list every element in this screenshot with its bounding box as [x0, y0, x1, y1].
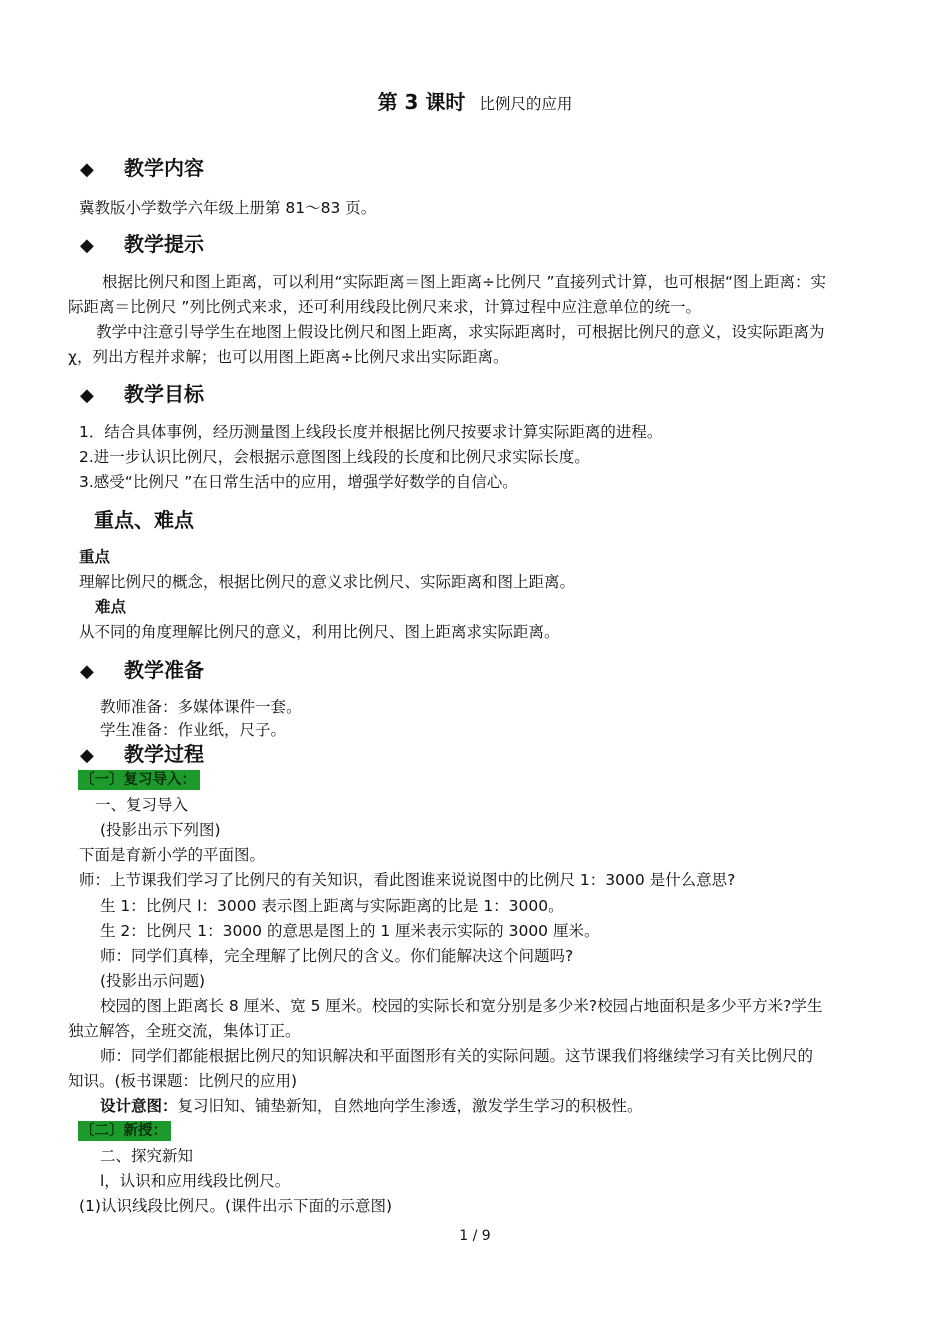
- key-text: 理解比例尺的概念，根据比例尺的意义求比例尺、实际距离和图上距离。: [79, 573, 576, 591]
- highlight-tag-new-lesson: 〔二〕新授：: [78, 1121, 171, 1141]
- process-line: 师：上节课我们学习了比例尺的有关知识，看此图谁来说说图中的比例尺 1：3000 是什么意思?: [79, 871, 736, 889]
- diamond-bullet-icon: ◆: [80, 745, 94, 766]
- design-intent-label: 设计意图：: [100, 1097, 178, 1115]
- prep-teacher: 教师准备：多媒体课件一套。: [100, 698, 302, 716]
- section-heading-prep: ◆ 教学准备: [80, 656, 204, 686]
- title-main: 第 3 课时: [377, 90, 466, 114]
- prep-student: 学生准备：作业纸，尺子。: [100, 721, 287, 739]
- goal-item-3: 3.感受“比例尺 ”在日常生活中的应用，增强学好数学的自信心。: [79, 473, 518, 491]
- process-line: 生 2：比例尺 1：3000 的意思是图上的 1 厘米表示实际的 3000 厘米。: [100, 922, 600, 940]
- title-sub: 比例尺的应用: [479, 95, 573, 113]
- section-heading-goals: ◆ 教学目标: [80, 380, 204, 410]
- goal-item-1: 1．结合具体事例，经历测量图上线段长度并根据比例尺按要求计算实际距离的进程。: [79, 423, 663, 441]
- page-number: 1 / 9: [459, 1228, 491, 1244]
- process-line: 二、探究新知: [100, 1147, 194, 1165]
- goal-item-2: 2.进一步认识比例尺，会根据示意图图上线段的长度和比例尺求实际长度。: [79, 448, 590, 466]
- process-line: (投影出示下列图): [100, 821, 221, 839]
- section-heading-content: ◆ 教学内容: [80, 154, 204, 184]
- hard-label: 难点: [95, 598, 127, 616]
- lesson-title: [0, 86, 950, 115]
- process-line: 下面是育新小学的平面图。: [79, 846, 266, 864]
- design-intent-text: 复习旧知、铺垫新知，自然地向学生渗透，激发学生学习的积极性。: [177, 1097, 643, 1115]
- highlight-tag-review: 〔一〕复习导入：: [78, 770, 200, 790]
- section-heading-hints: ◆ 教学提示: [80, 230, 204, 260]
- process-line: 师：同学们都能根据比例尺的知识解决和平面图形有关的实际问题。这节课我们将继续学习有关比例尺的: [100, 1047, 814, 1065]
- diamond-bullet-icon: ◆: [80, 661, 94, 682]
- section-heading-process: ◆ 教学过程: [80, 740, 204, 770]
- process-line: 一、复习导入: [95, 796, 189, 814]
- key-label: 重点: [79, 548, 111, 566]
- hard-text: 从不同的角度理解比例尺的意义，利用比例尺、图上距离求实际距离。: [79, 623, 560, 641]
- hints-p1-line1: 根据比例尺和图上距离，可以利用“实际距离＝图上距离÷比例尺 ”直接列式计算，也可根据“图上距离：实: [102, 273, 827, 291]
- process-line: (1)认识线段比例尺。(课件出示下面的示意图): [79, 1197, 393, 1215]
- process-line: l，认识和应用线段比例尺。: [100, 1172, 291, 1190]
- hints-p2-line2: χ，列出方程并求解；也可以用图上距离÷比例尺求出实际距离。: [68, 348, 509, 366]
- process-line: 独立解答，全班交流，集体订正。: [68, 1022, 301, 1040]
- section-heading-keypoints: 重点、难点: [94, 508, 194, 532]
- process-line: 知识。(板书课题：比例尺的应用): [68, 1072, 298, 1090]
- content-text: 冀教版小学数学六年级上册第 81～83 页。: [79, 199, 377, 217]
- diamond-bullet-icon: ◆: [80, 159, 94, 180]
- diamond-bullet-icon: ◆: [80, 235, 94, 256]
- process-line: 师：同学们真棒，完全理解了比例尺的含义。你们能解决这个问题吗?: [100, 947, 574, 965]
- process-line: (投影出示问题): [100, 972, 206, 990]
- process-line: 生 1：比例尺 l：3000 表示图上距离与实际距离的比是 1：3000。: [100, 897, 564, 915]
- process-line: 校园的图上距离长 8 厘米、宽 5 厘米。校园的实际长和宽分别是多少米?校园占地面积是多少平方米?学生: [100, 997, 823, 1015]
- hints-p1-line2: 际距离＝比例尺 ”列比例式来求，还可利用线段比例尺来求，计算过程中应注意单位的统一。: [68, 298, 701, 316]
- hints-p2-line1: 教学中注意引导学生在地图上假设比例尺和图上距离，求实际距离时，可根据比例尺的意义，设实际距离为: [96, 323, 825, 341]
- design-intent: [100, 1095, 643, 1117]
- diamond-bullet-icon: ◆: [80, 385, 94, 406]
